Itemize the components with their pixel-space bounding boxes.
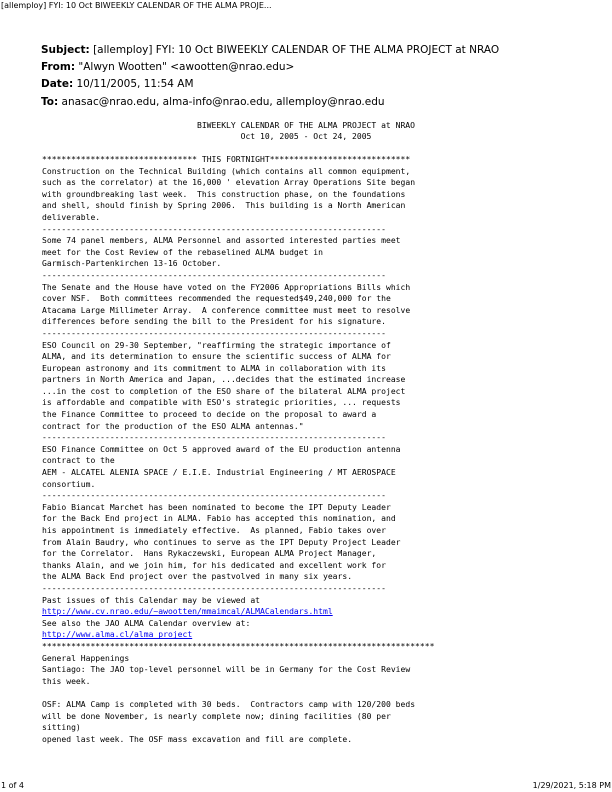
to-label: To:: [41, 95, 59, 108]
blank-line: [42, 687, 434, 699]
window-title: [allemploy] FYI: 10 Oct BIWEEKLY CALENDAR OF THE ALMA PROJE...: [1, 1, 272, 10]
separator-6: -----------------------------------------------------------------------: [42, 583, 386, 593]
subject-row: [41, 42, 499, 59]
paragraph-osf: OSF: ALMA Camp is completed with 30 beds. Contractors camp with 120/200 beds will be done November, is nearly complete now; dining facilities (80 per sitting) opened last week. The OSF mass excavation and fill are complete.: [42, 699, 416, 744]
paragraph-deputy-leader: Fabio Biancat Marchet has been nominated to become the IPT Deputy Leader for the Back End project in ALMA. Fabio has accepted this nomination, and his appointment is immediately effective. As planned, Fabio takes over from Alain Baudry, who continues to serve as the IPT Deputy Project Leader for the Correlator. Hans Rykaczewski, European ALMA Project Manager, thanks Alain, and we join him, for his dedicated and excellent work for the ALMA Back End project over the pastvolved in many six years.: [42, 502, 401, 582]
email-body: [42, 154, 434, 745]
date-value: 10/11/2005, 11:54 AM: [76, 78, 194, 91]
to-row: [41, 94, 499, 111]
paragraph-cost-review: Some 74 panel members, ALMA Personnel and assorted interested parties meet meet for the Cost Review of the rebaselined ALMA budget in Garmisch-Partenkirchen 13-16 October.: [42, 236, 401, 269]
separator-1: -----------------------------------------------------------------------: [42, 224, 386, 234]
subject-label: Subject:: [41, 44, 90, 56]
separator-4: -----------------------------------------------------------------------: [42, 433, 386, 443]
paragraph-eso-council: ESO Council on 29-30 September, "reaffirming the strategic importance of ALMA, and its determination to ensure the scientific success of ALMA for European astronomy and its commitment to ALMA in collaboration with its partners in North America and Japan, ...decides that the estimated increase ...in the cost to completion of the ESO share of the bilateral ALMA project is affordable and compatible with ESO's strategic priorities, ... requests the Finance Committee to proceed to decide on the proposal to award a contract for the production of the ESO ALMA antennas.": [42, 340, 406, 431]
from-value: "Alwyn Wootten" <awootten@nrao.edu>: [78, 61, 295, 74]
see-also-text: See also the JAO ALMA Calendar overview at:: [42, 618, 251, 628]
paragraph-eso-finance: ESO Finance Committee on Oct 5 approved award of the EU production antenna contract to the AEM - ALCATEL ALENIA SPACE / E.I.E. Industrial Engineering / MT AEROSPACE consortium.: [42, 444, 401, 489]
separator-5: -----------------------------------------------------------------------: [42, 491, 386, 501]
jao-calendar-link[interactable]: http://www.alma.cl/alma_project: [42, 630, 193, 640]
calendar-heading: [0, 121, 612, 143]
calendar-title: BIWEEKLY CALENDAR OF THE ALMA PROJECT at NRAO: [196, 121, 415, 130]
page-number: 1 of 4: [1, 781, 24, 790]
date-row: [41, 76, 499, 93]
separator-2: -----------------------------------------------------------------------: [42, 270, 386, 280]
subject-value: [allemploy] FYI: 10 Oct BIWEEKLY CALENDAR OF THE ALMA PROJECT at NRAO: [93, 44, 500, 56]
paragraph-santiago: Santiago: The JAO top-level personnel will be in Germany for the Cost Review this week.: [42, 665, 411, 686]
paragraph-appropriations: The Senate and the House have voted on the FY2006 Appropriations Bills which cover NSF. Both committees recommended the requested$49,240,000 for the Atacama Large Millimeter Array. A conference committee must meet to resolve differences before sending the bill to the President for his signature.: [42, 282, 411, 327]
email-headers: [41, 42, 499, 111]
paragraph-technical-building: Construction on the Technical Building (which contains all common equipment, such as the correlator) at the 16,000 ' elevation Array Operations Site began with groundbreaking last week. This construction phase, on the foundations and shell, should finish by Spring 2006. This building is a North American deliverable.: [42, 166, 416, 222]
separator-3: -----------------------------------------------------------------------: [42, 328, 386, 338]
general-happenings-heading: General Happenings: [42, 653, 130, 663]
star-rule: *********************************************************************************: [42, 641, 435, 651]
past-issues-text: Past issues of this Calendar may be viewed at: [42, 595, 261, 605]
from-label: From:: [41, 61, 76, 74]
date-label: Date:: [41, 78, 74, 91]
fortnight-rule: ******************************** THIS FORTNIGHT*****************************: [42, 155, 411, 164]
to-value: anasac@nrao.edu, alma-info@nrao.edu, allemploy@nrao.edu: [61, 95, 385, 108]
calendar-date-range: Oct 10, 2005 - Oct 24, 2005: [240, 131, 372, 141]
from-row: [41, 59, 499, 76]
print-timestamp: 1/29/2021, 5:18 PM: [532, 781, 611, 790]
calendar-archive-link[interactable]: http://www.cv.nrao.edu/~awootten/mmaimcal/ALMACalendars.html: [42, 607, 333, 617]
